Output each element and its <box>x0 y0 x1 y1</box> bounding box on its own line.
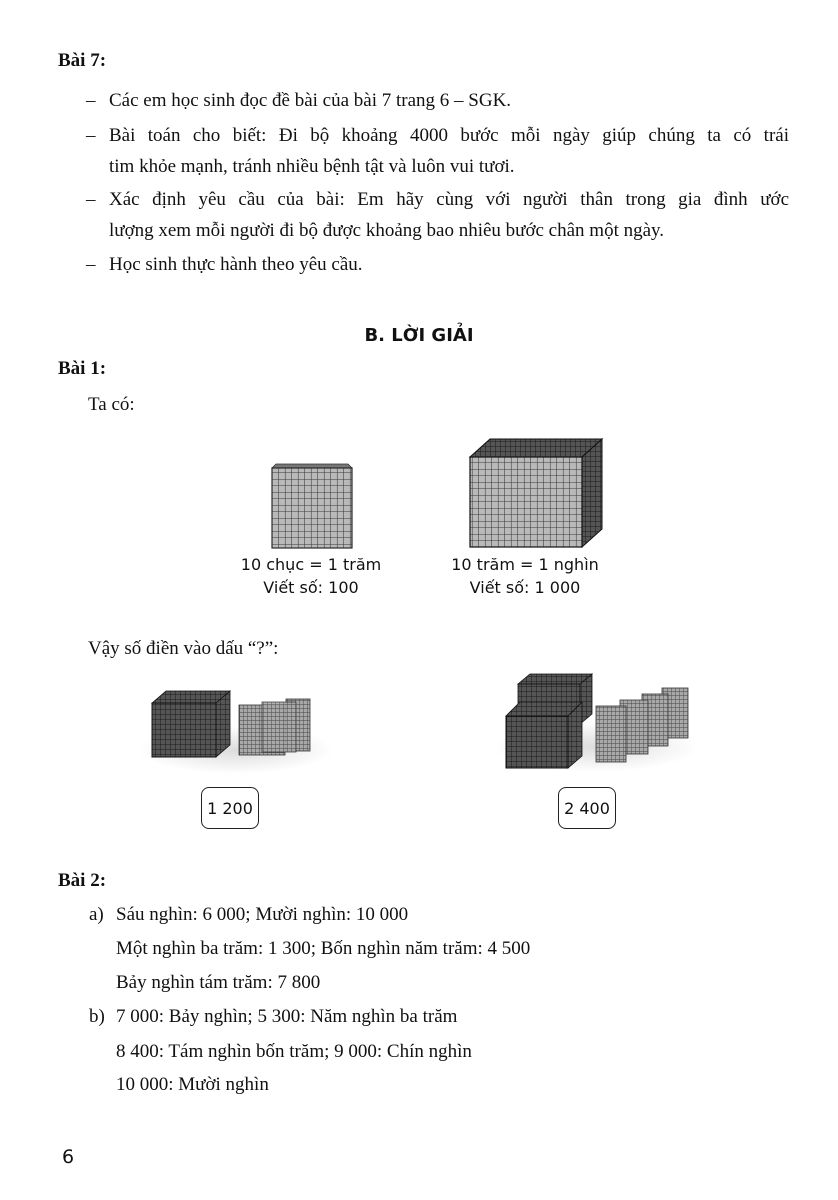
bai2-a-line-1: Sáu nghìn: 6 000; Mười nghìn: 10 000 <box>116 904 409 925</box>
bai2-b-line-3: 10 000: Mười nghìn <box>116 1074 269 1095</box>
bai7-item-3-line2: lượng xem mỗi người đi bộ được khoảng bao nhiêu bước chân một ngày. <box>109 220 665 241</box>
bai1-conclusion: Vậy số điền vào dấu “?”: <box>88 638 279 659</box>
bai2-b-line-2: 8 400: Tám nghìn bốn trăm; 9 000: Chín nghìn <box>116 1041 472 1062</box>
bai7-item-1: Các em học sinh đọc đề bài của bài 7 trang 6 – SGK. <box>109 90 512 111</box>
answer-box-1: 1 200 <box>201 787 259 829</box>
dash-bullet: – <box>86 189 96 210</box>
bai2-b-line-1: 7 000: Bảy nghìn; 5 300: Năm nghìn ba trăm <box>116 1006 458 1027</box>
answer-box-2: 2 400 <box>558 787 616 829</box>
fig2-caption-line1: 10 trăm = 1 nghìn <box>451 555 599 574</box>
dash-bullet: – <box>86 254 96 275</box>
hundred-flat-image <box>266 460 358 550</box>
bai7-item-2-line1: Bài toán cho biết: Đi bộ khoảng 4000 bước mỗi ngày giúp chúng ta có trái <box>109 125 789 146</box>
fig2-caption-line2: Viết số: 1 000 <box>469 578 581 597</box>
fig1-caption-line2: Viết số: 100 <box>263 578 359 597</box>
blocks-group-2400-image <box>492 672 702 777</box>
fig1-caption-line1: 10 chục = 1 trăm <box>240 555 382 574</box>
section-b-title: B. LỜI GIẢI <box>364 325 474 346</box>
dash-bullet: – <box>86 125 96 146</box>
bai2-a-line-3: Bảy nghìn tám trăm: 7 800 <box>116 972 321 993</box>
bai7-heading: Bài 7: <box>58 50 107 71</box>
bai2-b-label: b) <box>89 1006 105 1027</box>
bai7-item-4: Học sinh thực hành theo yêu cầu. <box>109 254 363 275</box>
bai2-a-label: a) <box>89 904 104 925</box>
bai7-item-3-line1: Xác định yêu cầu của bài: Em hãy cùng với người thân trong gia đình ước <box>109 189 789 210</box>
bai7-item-2-line2: tim khỏe mạnh, tránh nhiều bệnh tật và luôn vui tươi. <box>109 156 515 177</box>
dash-bullet: – <box>86 90 96 111</box>
bai2-a-line-2: Một nghìn ba trăm: 1 300; Bốn nghìn năm trăm: 4 500 <box>116 938 531 959</box>
thousand-cube-image <box>466 437 606 552</box>
blocks-group-1200-image <box>136 685 336 780</box>
bai1-heading: Bài 1: <box>58 358 107 379</box>
page-number: 6 <box>62 1146 75 1168</box>
bai2-heading: Bài 2: <box>58 870 107 891</box>
bai1-intro: Ta có: <box>88 394 135 415</box>
